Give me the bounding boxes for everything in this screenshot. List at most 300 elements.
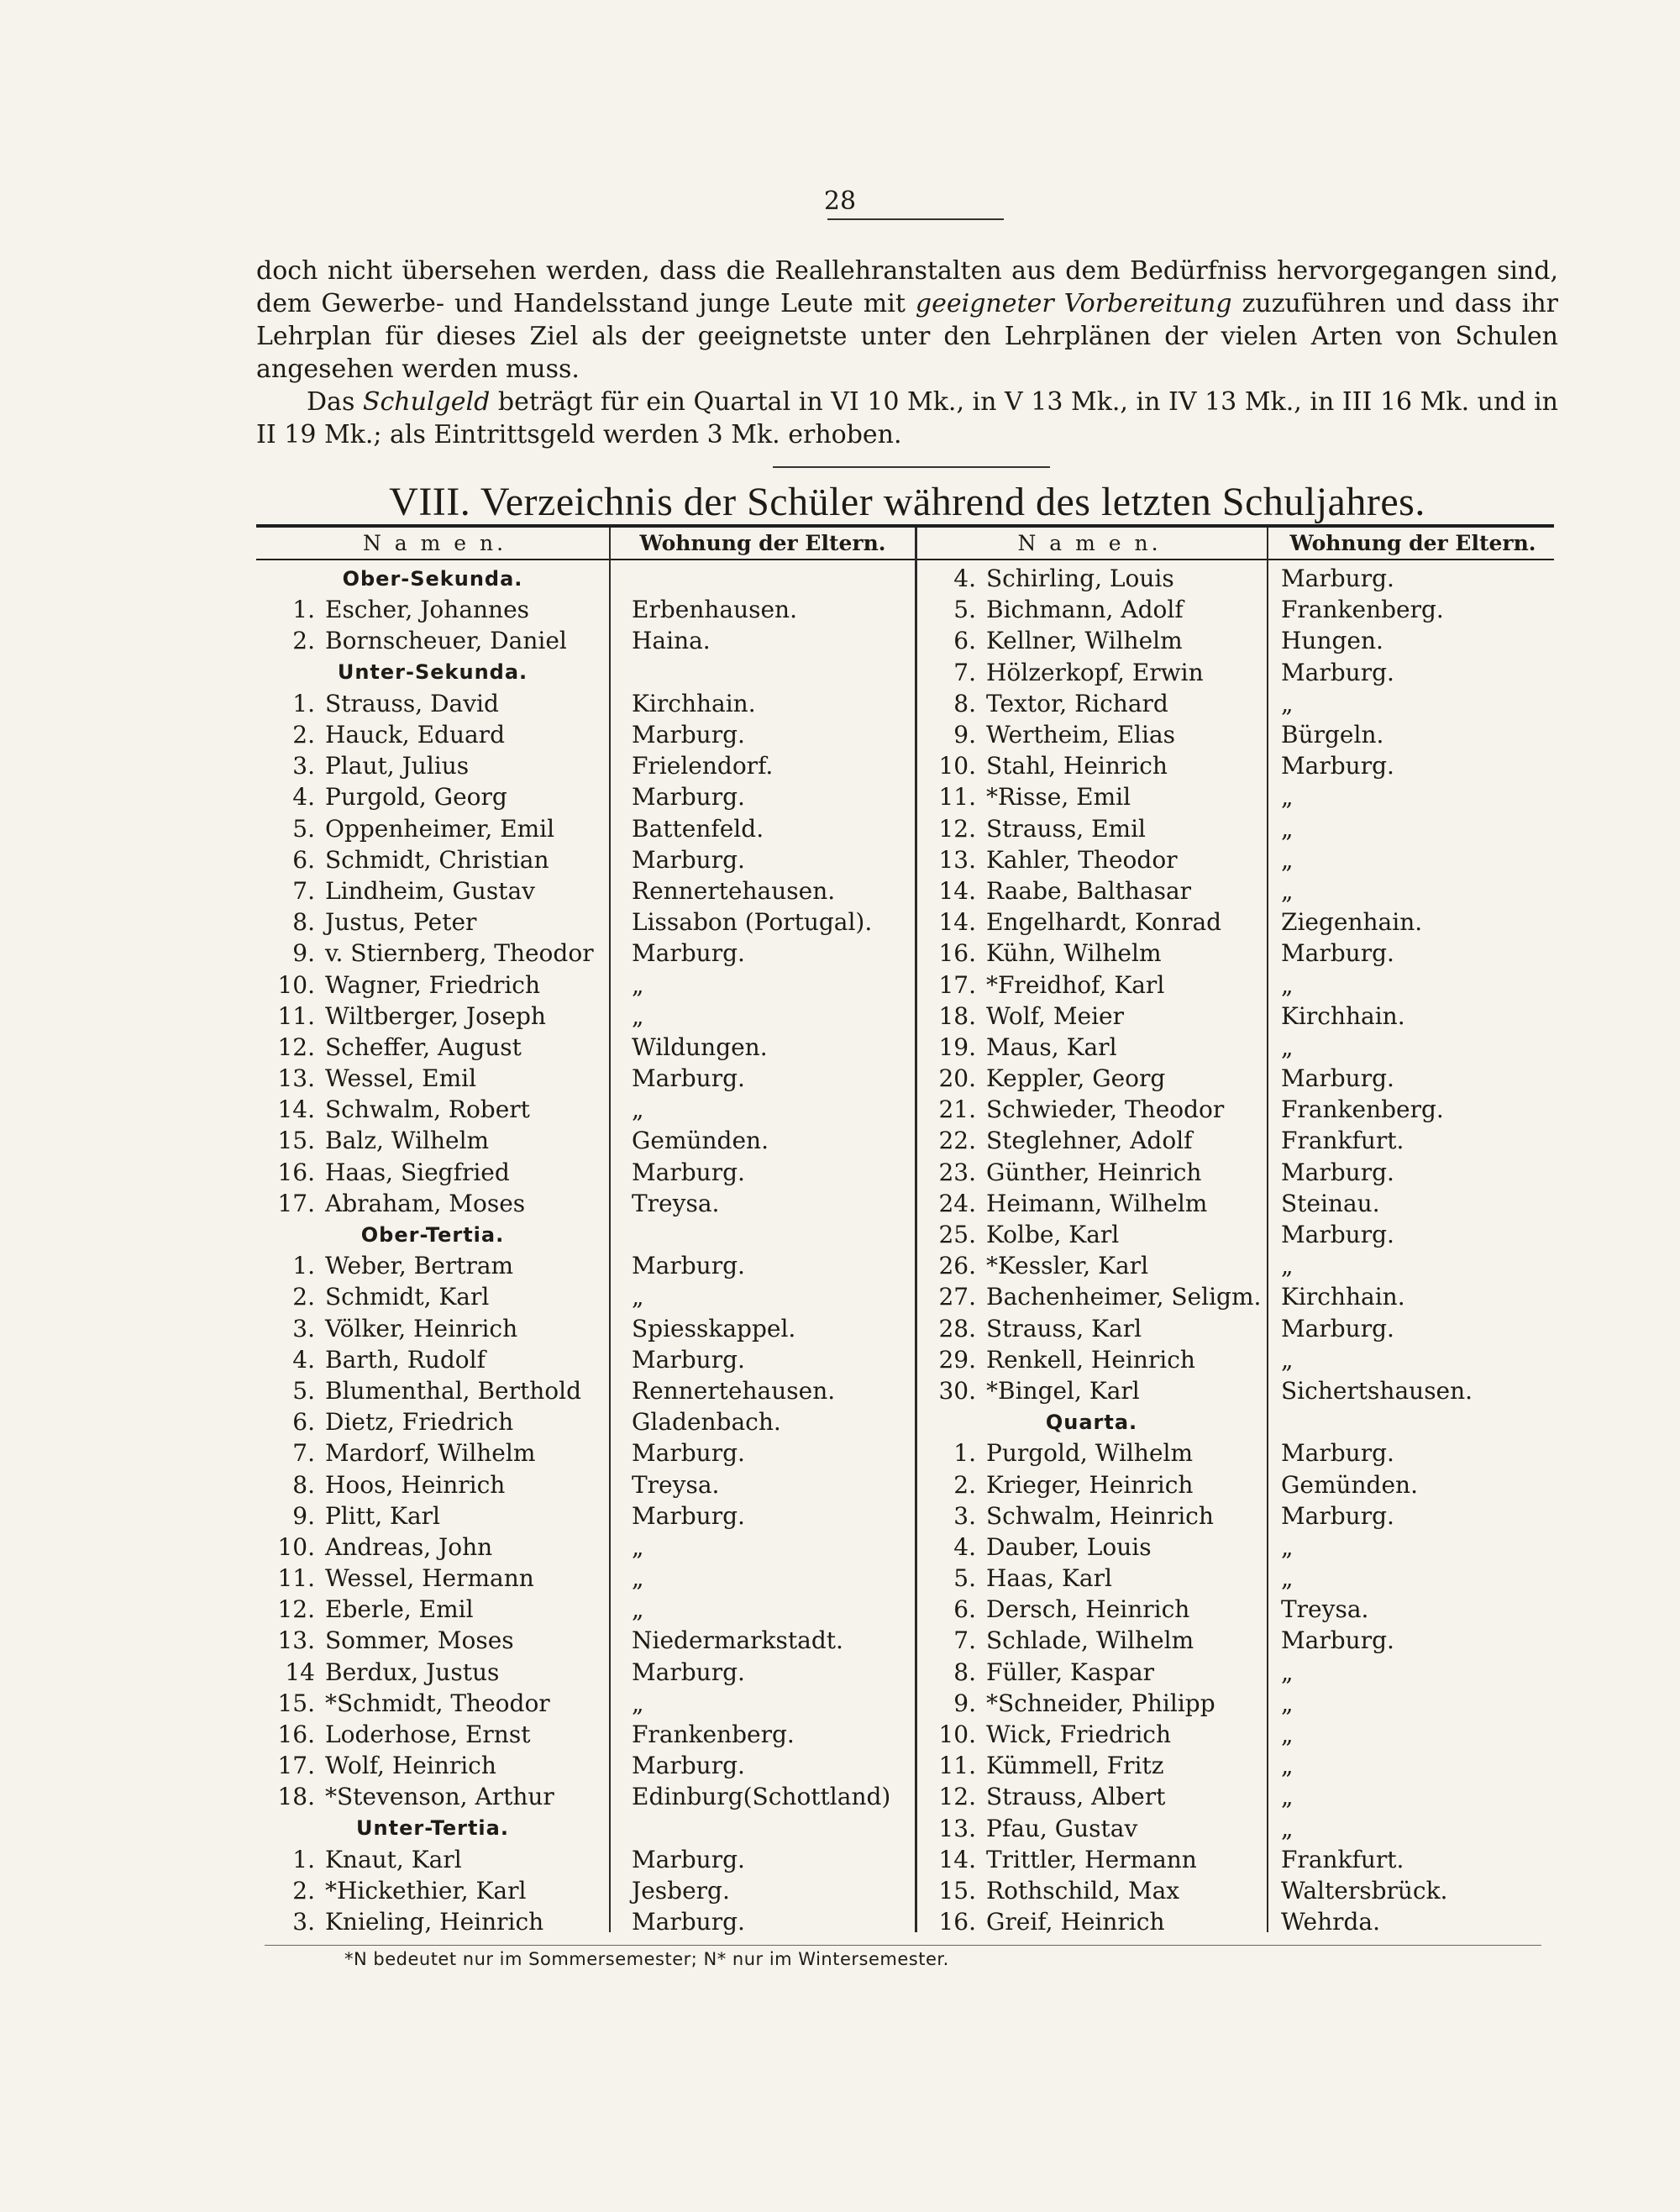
student-number: 2. (292, 1876, 315, 1905)
table-top-rule (256, 524, 1554, 528)
right-student-row (917, 1500, 1266, 1532)
left-student-row (256, 1437, 609, 1469)
right-student-row (917, 1625, 1266, 1656)
right-student-row (917, 1281, 1266, 1312)
left-student-row (256, 844, 609, 875)
student-name: Scheffer, August (325, 1032, 522, 1061)
right-student-row (917, 1688, 1266, 1719)
right-residence: Marburg. (1281, 565, 1394, 593)
left-class-heading: Unter-Sekunda. (337, 660, 528, 685)
right-residence: Marburg. (1281, 939, 1394, 968)
right-student-row (917, 657, 1266, 688)
right-residence: Treysa. (1281, 1595, 1369, 1624)
student-name: Hölzerkopf, Erwin (986, 658, 1204, 686)
student-name: Mardorf, Wilhelm (325, 1439, 536, 1468)
left-student-row (256, 750, 609, 781)
student-number: 8. (292, 908, 315, 937)
student-name: Dietz, Friedrich (325, 1408, 514, 1437)
left-residence: „ (632, 1532, 644, 1561)
left-student-row (256, 875, 609, 906)
student-name: Stahl, Heinrich (986, 752, 1168, 780)
right-student-row (917, 1875, 1266, 1906)
left-student-row (256, 969, 609, 1000)
section-title: VIII. Verzeichnis der Schüler während des letzten Schuljahres. (389, 480, 1425, 524)
student-name: Dersch, Heinrich (986, 1595, 1190, 1624)
right-residence: „ (1281, 783, 1294, 812)
right-student-row (917, 1594, 1266, 1625)
left-student-row (256, 1125, 609, 1156)
left-residence: Erbenhausen. (632, 596, 797, 624)
student-number: 1. (953, 1439, 976, 1468)
right-residence: „ (1281, 1689, 1294, 1717)
left-student-row (256, 1344, 609, 1375)
left-residence: Marburg. (632, 783, 745, 812)
right-residence: „ (1281, 1532, 1294, 1561)
student-name: Kühn, Wilhelm (986, 939, 1162, 968)
left-student-row (256, 1063, 609, 1094)
student-number: 1. (292, 596, 315, 624)
right-student-row (917, 1532, 1266, 1563)
left-residence: Niedermarkstadt. (632, 1626, 843, 1655)
right-student-row (917, 1375, 1266, 1406)
right-student-row (917, 594, 1266, 625)
student-number: 10. (938, 752, 976, 780)
right-residence: „ (1281, 1252, 1294, 1280)
right-residence: Kirchhain. (1281, 1283, 1405, 1311)
student-name: Schlade, Wilhelm (986, 1626, 1194, 1655)
student-name: Barth, Rudolf (325, 1345, 486, 1374)
header-residence-right: Wohnung der Eltern. (1289, 531, 1536, 555)
left-residence: Frankenberg. (632, 1721, 795, 1749)
student-name: v. Stiernberg, Theodor (325, 939, 594, 968)
student-number: 17. (938, 970, 976, 999)
intro-paragraph-1: doch nicht übersehen werden, dass die Reallehranstalten aus dem Bedürfniss hervorgegangen sind, dem Gewerbe- und Handelsstand junge Leute mit geeigneter Vorbereitung zuzuführen und dass ihr Lehrplan für dieses Ziel als der geeignetste unter den Lehrplänen der vielen Arten von Schulen angesehen werden muss. (256, 256, 1558, 384)
student-name: Plitt, Karl (325, 1501, 441, 1530)
left-residence: Marburg. (632, 845, 745, 874)
right-residence: Marburg. (1281, 1501, 1394, 1530)
student-name: *Schmidt, Theodor (325, 1689, 550, 1717)
student-number: 14. (277, 1095, 315, 1124)
student-name: Strauss, Emil (986, 814, 1146, 843)
right-residence: „ (1281, 845, 1294, 874)
student-number: 20. (938, 1064, 976, 1093)
student-name: *Hickethier, Karl (325, 1876, 527, 1905)
left-residence: Marburg. (632, 721, 745, 749)
student-name: Raabe, Balthasar (986, 876, 1192, 905)
student-number: 14 (285, 1658, 315, 1686)
left-residence: Haina. (632, 627, 711, 655)
student-name: Abraham, Moses (325, 1189, 526, 1217)
left-residence: Marburg. (632, 1845, 745, 1873)
student-name: *Risse, Emil (986, 783, 1131, 812)
student-name: Knaut, Karl (325, 1845, 462, 1873)
left-residence: Marburg. (632, 1908, 745, 1936)
student-number: 11. (277, 1001, 315, 1030)
student-number: 13. (277, 1626, 315, 1655)
left-student-row (256, 1469, 609, 1500)
student-number: 21. (938, 1095, 976, 1124)
right-residence: „ (1281, 1721, 1294, 1749)
left-student-row (256, 1594, 609, 1625)
right-student-row (917, 1750, 1266, 1781)
right-student-row (917, 688, 1266, 719)
student-number: 15. (277, 1689, 315, 1717)
student-name: Hoos, Heinrich (325, 1470, 506, 1499)
right-residence: Marburg. (1281, 1314, 1394, 1342)
student-number: 2. (292, 627, 315, 655)
left-student-row (256, 1906, 609, 1937)
student-name: Füller, Kaspar (986, 1658, 1155, 1686)
student-number: 5. (292, 1376, 315, 1405)
right-residence: „ (1281, 1658, 1294, 1686)
left-residence: Spiesskappel. (632, 1314, 796, 1342)
student-name: Renkell, Heinrich (986, 1345, 1195, 1374)
student-number: 16. (938, 939, 976, 968)
student-number: 23. (938, 1158, 976, 1186)
right-student-row (917, 1157, 1266, 1188)
left-residence: Marburg. (632, 1345, 745, 1374)
left-student-row (256, 625, 609, 656)
student-name: Kolbe, Karl (986, 1221, 1120, 1249)
student-number: 22. (938, 1127, 976, 1155)
left-names-column (256, 563, 609, 1937)
left-residence-blank (632, 1219, 913, 1250)
student-number: 14. (938, 876, 976, 905)
left-residence: Jesberg. (632, 1876, 730, 1905)
right-residence: Gemünden. (1281, 1470, 1418, 1499)
left-residence: Marburg. (632, 1252, 745, 1280)
left-residence: Marburg. (632, 1658, 745, 1686)
student-name: Berdux, Justus (325, 1658, 500, 1686)
right-residence: „ (1281, 814, 1294, 843)
student-name: Textor, Richard (986, 689, 1168, 717)
student-name: Lindheim, Gustav (325, 876, 535, 905)
student-name: Schmidt, Karl (325, 1283, 490, 1311)
student-name: Wiltberger, Joseph (325, 1001, 546, 1030)
left-residence-column (632, 563, 913, 1937)
student-number: 16. (277, 1158, 315, 1186)
footnote-rule (265, 1945, 1541, 1946)
right-student-row (917, 1563, 1266, 1594)
left-student-row (256, 1313, 609, 1344)
student-name: *Schneider, Philipp (986, 1689, 1215, 1717)
student-name: Weber, Bertram (325, 1252, 514, 1280)
student-name: Eberle, Emil (325, 1595, 474, 1624)
student-number: 12. (277, 1595, 315, 1624)
left-residence: Marburg. (632, 1158, 745, 1186)
left-residence: Marburg. (632, 1752, 745, 1780)
right-residence: Marburg. (1281, 658, 1394, 686)
student-number: 1. (292, 1252, 315, 1280)
right-student-row (917, 1437, 1266, 1469)
student-number: 15. (938, 1876, 976, 1905)
left-student-row (256, 1157, 609, 1188)
student-number: 13. (938, 1814, 976, 1842)
student-number: 17. (277, 1752, 315, 1780)
student-name: Justus, Peter (325, 908, 477, 937)
left-student-row (256, 1688, 609, 1719)
student-number: 13. (938, 845, 976, 874)
section-divider (773, 466, 1050, 468)
student-name: Purgold, Georg (325, 783, 507, 812)
student-name: Bornscheuer, Daniel (325, 627, 567, 655)
left-student-row (256, 1250, 609, 1281)
student-number: 6. (953, 1595, 976, 1624)
student-number: 19. (938, 1032, 976, 1061)
right-student-row (917, 563, 1266, 594)
student-name: Haas, Karl (986, 1564, 1112, 1593)
right-student-row (917, 719, 1266, 750)
student-number: 28. (938, 1314, 976, 1342)
right-residence: Hungen. (1281, 627, 1383, 655)
left-residence-blank (632, 657, 913, 688)
student-name: Plaut, Julius (325, 752, 470, 780)
student-name: Steglehner, Adolf (986, 1127, 1193, 1155)
left-residence: Wildungen. (632, 1032, 768, 1061)
left-student-row (256, 938, 609, 969)
student-number: 7. (953, 1626, 976, 1655)
left-residence: Rennertehausen. (632, 876, 836, 905)
right-residence: „ (1281, 1752, 1294, 1780)
student-number: 8. (953, 1658, 976, 1686)
left-residence: „ (632, 1283, 644, 1311)
left-residence: Lissabon (Portugal). (632, 908, 873, 937)
student-name: Schwieder, Theodor (986, 1095, 1225, 1124)
right-student-row (917, 969, 1266, 1000)
student-number: 11. (938, 1752, 976, 1780)
student-name: Wagner, Friedrich (325, 970, 540, 999)
student-name: Schirling, Louis (986, 565, 1174, 593)
student-number: 1. (292, 689, 315, 717)
student-number: 2. (953, 1470, 976, 1499)
student-name: Wertheim, Elias (986, 721, 1176, 749)
student-number: 14. (938, 1845, 976, 1873)
student-number: 9. (953, 721, 976, 749)
right-student-row (917, 1094, 1266, 1125)
student-name: Kümmell, Fritz (986, 1752, 1164, 1780)
left-residence: Battenfeld. (632, 814, 764, 843)
student-name: Haas, Siegfried (325, 1158, 510, 1186)
left-student-row (256, 1281, 609, 1312)
student-name: Escher, Johannes (325, 596, 530, 624)
left-student-row (256, 1001, 609, 1032)
student-name: Hauck, Eduard (325, 721, 505, 749)
right-residence: „ (1281, 1032, 1294, 1061)
student-number: 13. (277, 1064, 315, 1093)
student-number: 27. (938, 1283, 976, 1311)
left-residence: „ (632, 1095, 644, 1124)
left-residence: „ (632, 1689, 644, 1717)
student-number: 18. (938, 1001, 976, 1030)
student-name: Loderhose, Ernst (325, 1721, 531, 1749)
student-number: 2. (292, 1283, 315, 1311)
student-name: Greif, Heinrich (986, 1908, 1165, 1936)
right-residence: Sichertshausen. (1281, 1376, 1473, 1405)
student-name: Andreas, John (325, 1532, 493, 1561)
student-number: 29. (938, 1345, 976, 1374)
student-name: Kahler, Theodor (986, 845, 1178, 874)
right-student-row (917, 1001, 1266, 1032)
right-residence-column (1281, 563, 1554, 1937)
right-student-row (917, 1188, 1266, 1219)
left-student-row (256, 1657, 609, 1688)
footnote: *N bedeutet nur im Sommersemester; N* nur im Wintersemester. (344, 1949, 949, 1969)
left-student-row (256, 594, 609, 625)
student-number: 12. (938, 1783, 976, 1811)
student-number: 18. (277, 1783, 315, 1811)
student-number: 7. (953, 658, 976, 686)
left-residence: Marburg. (632, 1501, 745, 1530)
student-number: 12. (938, 814, 976, 843)
student-name: Maus, Karl (986, 1032, 1117, 1061)
student-number: 4. (292, 1345, 315, 1374)
right-residence: Frankfurt. (1281, 1127, 1404, 1155)
right-residence: Frankenberg. (1281, 596, 1444, 624)
right-student-row (917, 1719, 1266, 1750)
left-residence: Marburg. (632, 939, 745, 968)
student-name: Blumenthal, Berthold (325, 1376, 582, 1405)
right-residence: „ (1281, 876, 1294, 905)
student-number: 15. (277, 1127, 315, 1155)
left-residence: Kirchhain. (632, 689, 756, 717)
left-residence: „ (632, 970, 644, 999)
student-name: Dauber, Louis (986, 1532, 1152, 1561)
student-name: Schwalm, Heinrich (986, 1501, 1214, 1530)
right-residence: „ (1281, 1814, 1294, 1842)
student-number: 30. (938, 1376, 976, 1405)
student-name: Heimann, Wilhelm (986, 1189, 1208, 1217)
student-name: Sommer, Moses (325, 1626, 514, 1655)
left-residence: Gladenbach. (632, 1408, 781, 1437)
student-name: Bachenheimer, Seligm. (986, 1283, 1262, 1311)
student-number: 2. (292, 721, 315, 749)
left-student-row (256, 688, 609, 719)
right-student-row (917, 906, 1266, 938)
student-name: Strauss, Albert (986, 1783, 1166, 1811)
right-student-row (917, 1063, 1266, 1094)
left-residence-blank (632, 1813, 913, 1844)
student-name: Engelhardt, Konrad (986, 908, 1222, 937)
right-residence: „ (1281, 1564, 1294, 1593)
left-student-row (256, 906, 609, 938)
student-name: Kellner, Wilhelm (986, 627, 1183, 655)
left-student-row (256, 1750, 609, 1781)
student-number: 7. (292, 876, 315, 905)
student-number: 8. (292, 1470, 315, 1499)
left-student-row (256, 1094, 609, 1125)
right-student-row (917, 781, 1266, 812)
right-residence: Marburg. (1281, 1439, 1394, 1468)
student-name: Purgold, Wilhelm (986, 1439, 1194, 1468)
student-number: 6. (953, 627, 976, 655)
right-class-heading: Quarta. (1045, 1410, 1138, 1434)
left-residence: Marburg. (632, 1064, 745, 1093)
student-name: Wolf, Heinrich (325, 1752, 496, 1780)
right-student-row (917, 750, 1266, 781)
student-name: Oppenheimer, Emil (325, 814, 555, 843)
student-name: Trittler, Hermann (986, 1845, 1197, 1873)
intro-paragraph-2: Das Schulgeld beträgt für ein Quartal in VI 10 Mk., in V 13 Mk., in IV 13 Mk., in III 16 Mk. und in II 19 Mk.; als Eintrittsgeld werden 3 Mk. erhoben. (256, 387, 1558, 449)
student-name: Völker, Heinrich (325, 1314, 518, 1342)
student-number: 11. (938, 783, 976, 812)
student-name: Krieger, Heinrich (986, 1470, 1194, 1499)
left-class-heading: Unter-Tertia. (356, 1816, 509, 1841)
student-number: 3. (292, 752, 315, 780)
left-residence-blank (632, 563, 913, 594)
student-name: Wick, Friedrich (986, 1721, 1172, 1749)
right-residence: Marburg. (1281, 1626, 1394, 1655)
right-student-row (917, 1344, 1266, 1375)
page-number: 28 (823, 187, 857, 216)
right-student-row (917, 1906, 1266, 1937)
right-student-row (917, 1844, 1266, 1875)
left-residence: „ (632, 1595, 644, 1624)
left-residence: Frielendorf. (632, 752, 774, 780)
table-header-rule (256, 559, 1554, 560)
left-student-row (256, 813, 609, 844)
student-name: Knieling, Heinrich (325, 1908, 544, 1936)
student-number: 11. (277, 1564, 315, 1593)
left-student-row (256, 1875, 609, 1906)
right-student-row (917, 938, 1266, 969)
left-residence: „ (632, 1564, 644, 1593)
left-residence: Rennertehausen. (632, 1376, 836, 1405)
left-student-row (256, 1563, 609, 1594)
student-name: Rothschild, Max (986, 1876, 1180, 1905)
right-residence: „ (1281, 1345, 1294, 1374)
right-student-row (917, 1657, 1266, 1688)
column-divider-left (609, 528, 611, 1932)
student-number: 17. (277, 1189, 315, 1217)
left-residence: Treysa. (632, 1189, 720, 1217)
header-names-left: N a m e n. (362, 531, 507, 555)
student-number: 24. (938, 1189, 976, 1217)
left-student-row (256, 1375, 609, 1406)
left-student-row (256, 1844, 609, 1875)
right-residence: Ziegenhain. (1281, 908, 1423, 937)
left-student-row (256, 1406, 609, 1437)
student-name: Balz, Wilhelm (325, 1127, 490, 1155)
student-number: 4. (953, 565, 976, 593)
student-number: 12. (277, 1032, 315, 1061)
right-student-row (917, 844, 1266, 875)
right-student-row (917, 1313, 1266, 1344)
right-student-row (917, 1125, 1266, 1156)
left-residence: Edinburg(Schottland) (632, 1783, 891, 1811)
left-student-row (256, 1500, 609, 1532)
left-residence: Gemünden. (632, 1127, 769, 1155)
student-number: 10. (277, 970, 315, 999)
right-residence: Marburg. (1281, 1221, 1394, 1249)
student-number: 4. (953, 1532, 976, 1561)
student-number: 16. (938, 1908, 976, 1936)
left-student-row (256, 1719, 609, 1750)
right-student-row (917, 1469, 1266, 1500)
student-name: *Freidhof, Karl (986, 970, 1165, 999)
column-divider-right (1267, 528, 1268, 1932)
right-student-row (917, 875, 1266, 906)
student-number: 9. (292, 939, 315, 968)
student-number: 3. (953, 1501, 976, 1530)
left-student-row (256, 781, 609, 812)
left-residence: Marburg. (632, 1439, 745, 1468)
right-residence: „ (1281, 1783, 1294, 1811)
student-name: Wolf, Meier (986, 1001, 1125, 1030)
left-student-row (256, 1032, 609, 1063)
student-number: 9. (953, 1689, 976, 1717)
left-student-row (256, 1188, 609, 1219)
right-student-row (917, 1219, 1266, 1250)
